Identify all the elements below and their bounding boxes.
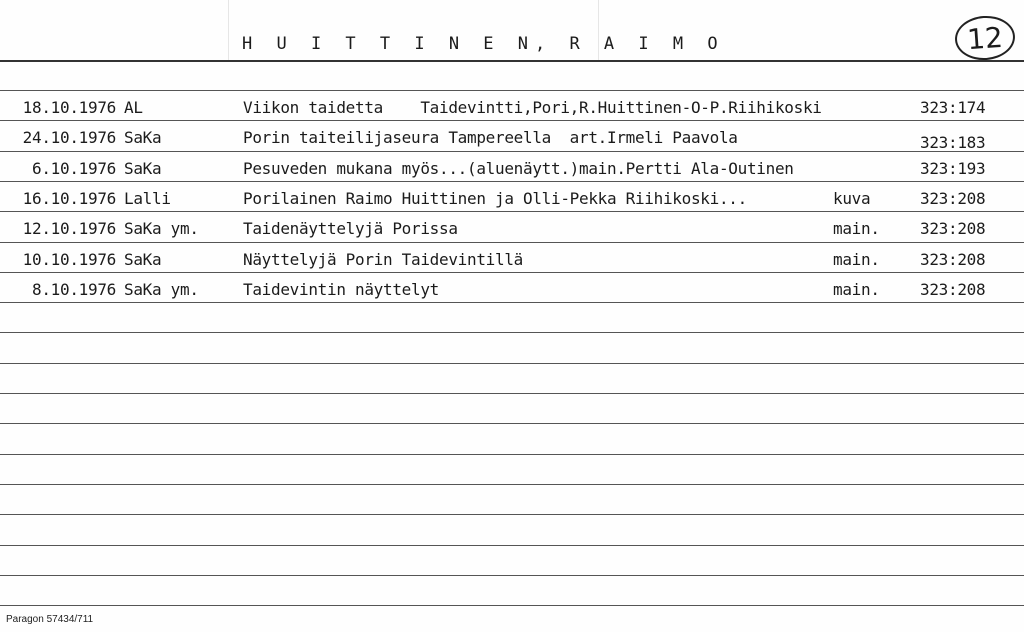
entry-title: Viikon taidetta Taidevintti,Pori,R.Huittinen-O-P.Riihikoski	[243, 98, 822, 117]
rule-line	[0, 605, 1024, 606]
rule-line	[0, 514, 1024, 515]
entry-row	[0, 274, 1024, 304]
entry-source: Lalli	[124, 189, 171, 208]
entry-title: Porin taiteilijaseura Tampereella art.Irmeli Paavola	[243, 128, 738, 147]
card-number-circled: 12	[954, 14, 1017, 62]
entry-date: 24.10.1976	[22, 128, 116, 147]
rule-line	[0, 393, 1024, 394]
entry-title: Taidenäyttelyjä Porissa	[243, 219, 458, 238]
rule-line	[0, 454, 1024, 455]
entry-title: Porilainen Raimo Huittinen ja Olli-Pekka Riihikoski...	[243, 189, 747, 208]
entry-ref: 323:183	[920, 133, 986, 152]
entry-source: AL	[124, 98, 143, 117]
entry-type: main.	[833, 219, 880, 238]
entry-source: SaKa	[124, 159, 162, 178]
entry-type: main.	[833, 280, 880, 299]
entry-row	[0, 183, 1024, 213]
entry-title: Pesuveden mukana myös...(aluenäytt.)main.Pertti Ala-Outinen	[243, 159, 794, 178]
entry-ref: 323:174	[920, 98, 986, 117]
rule-line	[0, 575, 1024, 576]
entry-ref: 323:208	[920, 280, 986, 299]
entry-date: 8.10.1976	[32, 280, 116, 299]
entry-row	[0, 153, 1024, 183]
entry-date: 16.10.1976	[22, 189, 116, 208]
entry-ref: 323:208	[920, 189, 986, 208]
entry-type: kuva	[833, 189, 871, 208]
entry-ref: 323:193	[920, 159, 986, 178]
entry-date: 10.10.1976	[22, 250, 116, 269]
entry-source: SaKa	[124, 250, 162, 269]
entry-ref: 323:208	[920, 250, 986, 269]
card-heading-name: H U I T T I N E N, R A I M O	[242, 34, 725, 54]
rule-line	[0, 423, 1024, 424]
entry-date: 6.10.1976	[32, 159, 116, 178]
entry-title: Taidevintin näyttelyt	[243, 280, 439, 299]
rule-line	[0, 484, 1024, 485]
entry-date: 12.10.1976	[22, 219, 116, 238]
entry-row	[0, 213, 1024, 243]
entry-source: SaKa ym.	[124, 219, 199, 238]
entry-source: SaKa	[124, 128, 162, 147]
rule-line	[0, 363, 1024, 364]
entry-row	[0, 244, 1024, 274]
card-footer-print: Paragon 57434/711	[6, 614, 94, 625]
rule-line	[0, 90, 1024, 91]
entry-ref: 323:208	[920, 219, 986, 238]
entry-type: main.	[833, 250, 880, 269]
entry-source: SaKa ym.	[124, 280, 199, 299]
entry-row	[0, 122, 1024, 152]
entry-title: Näyttelyjä Porin Taidevintillä	[243, 250, 523, 269]
entry-date: 18.10.1976	[22, 98, 116, 117]
rule-line	[0, 545, 1024, 546]
entry-row	[0, 92, 1024, 122]
header-rule	[0, 60, 1024, 62]
guide-line-left	[228, 0, 229, 60]
rule-line	[0, 332, 1024, 333]
